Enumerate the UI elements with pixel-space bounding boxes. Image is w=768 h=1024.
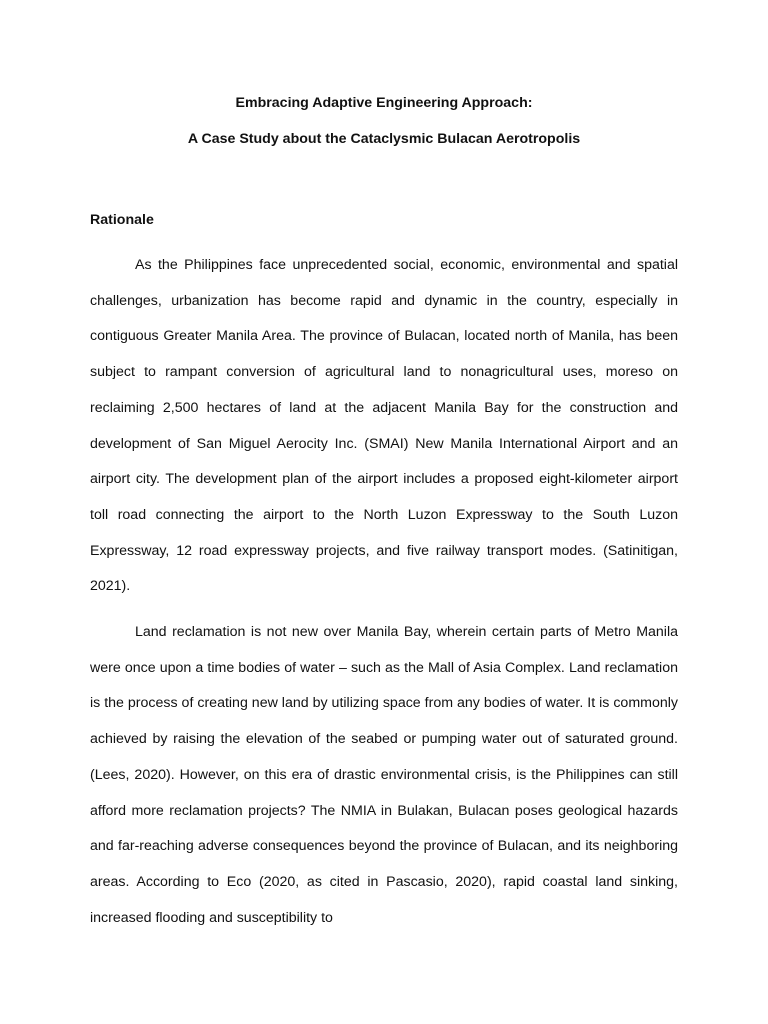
section-heading-rationale: Rationale <box>90 212 154 228</box>
body-paragraph-2: Land reclamation is not new over Manila Bay, wherein certain parts of Metro Manila were once upon a time bodies of water – such as the Mall of Asia Complex. Land reclamation is the process of creating new land by utilizing space from any bodies of water. It is commonly achieved by raising the elevation of the seabed or pumping water out of saturated ground. (Lees, 2020). However, on this era of drastic environmental crisis, is the Philippines can still afford more reclamation projects? The NMIA in Bulakan, Bulacan poses geological hazards and far-reaching adverse consequences beyond the province of Bulacan, and its neighboring areas. According to Eco (2020, as cited in Pascasio, 2020), rapid coastal land sinking, increased flooding and susceptibility to <box>90 624 678 926</box>
body-paragraph-1: As the Philippines face unprecedented social, economic, environmental and spatial challenges, urbanization has become rapid and dynamic in the country, especially in contiguous Greater Manila Area. The province of Bulacan, located north of Manila, has been subject to rampant conversion of agricultural land to nonagricultural uses, moreso on reclaiming 2,500 hectares of land at the adjacent Manila Bay for the construction and development of San Miguel Aerocity Inc. (SMAI) New Manila International Airport and an airport city. The development plan of the airport includes a proposed eight-kilometer airport toll road connecting the airport to the North Luzon Expressway to the South Luzon Expressway, 12 road expressway projects, and five railway transport modes. (Satinitigan, 2021). <box>90 257 678 595</box>
document-title-line-1: Embracing Adaptive Engineering Approach: <box>235 95 533 111</box>
document-title-line-2: A Case Study about the Cataclysmic Bulacan Aerotropolis <box>187 131 581 147</box>
